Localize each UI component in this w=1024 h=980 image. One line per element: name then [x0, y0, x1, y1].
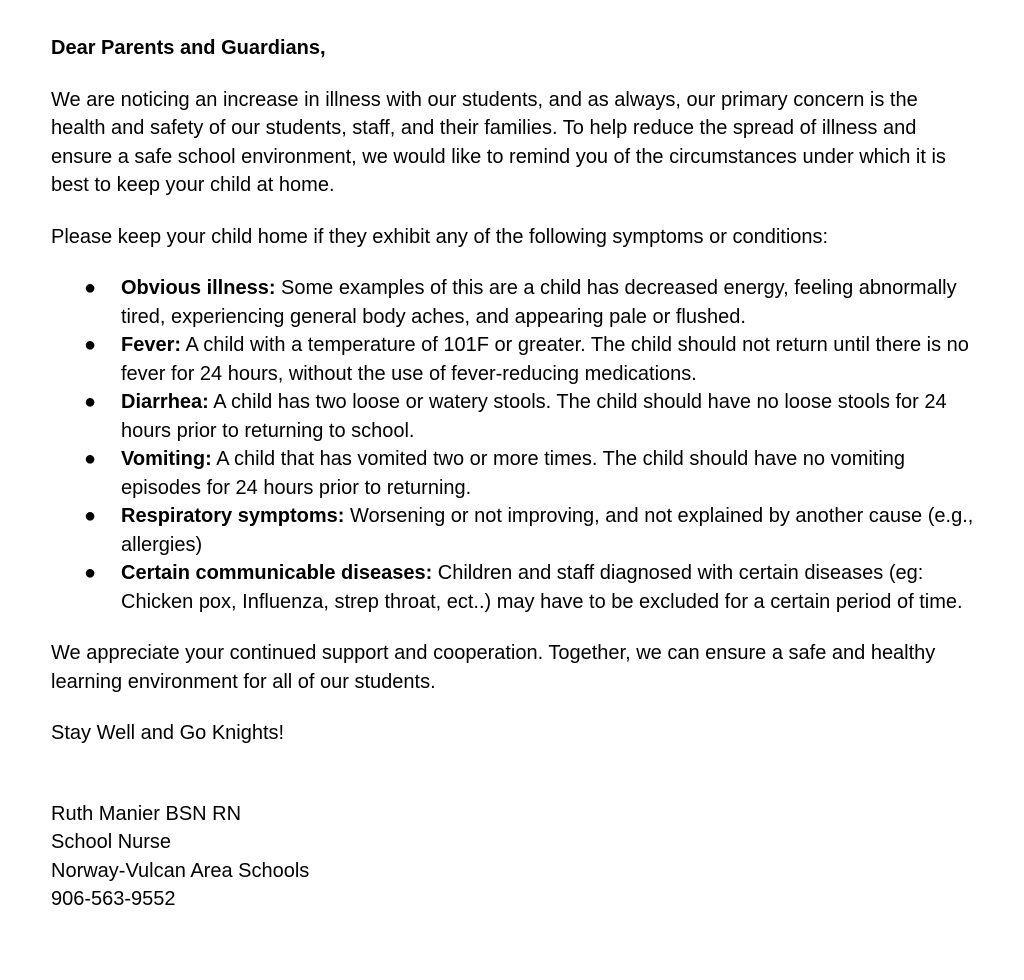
list-item [51, 559, 974, 616]
signature-organization: Norway-Vulcan Area Schools [51, 859, 310, 882]
symptom-description: A child that has vomited two or more times. The child should have no vomiting episodes for 24 hours prior to returning. [121, 448, 906, 499]
letter-greeting: Dear Parents and Guardians, [51, 37, 326, 59]
symptom-term: Respiratory symptoms: [121, 505, 345, 527]
bullet-icon: ● [84, 334, 97, 356]
list-item [51, 445, 974, 502]
symptom-description: Some examples of this are a child has decreased energy, feeling abnormally tired, experiencing general body aches, and appearing pale or flushed. [121, 277, 957, 328]
signature-block [51, 800, 974, 914]
symptom-description: A child has two loose or watery stools. The child should have no loose stools for 24 hours prior to returning to school. [121, 391, 947, 442]
symptom-term: Certain communicable diseases: [121, 562, 433, 584]
symptoms-lead-paragraph: Please keep your child home if they exhibit any of the following symptoms or conditions: [51, 225, 829, 248]
bullet-icon: ● [84, 505, 97, 527]
bullet-icon: ● [84, 448, 97, 470]
symptom-term: Vomiting: [121, 448, 212, 470]
signature-phone: 906-563-9552 [51, 888, 176, 910]
symptom-description: Worsening or not improving, and not explained by another cause (e.g., allergies) [121, 505, 974, 556]
closing-paragraph: We appreciate your continued support and cooperation. Together, we can ensure a safe and healthy learning environment for all of our students. [51, 642, 936, 693]
symptom-term: Fever: [121, 334, 182, 356]
symptom-term: Diarrhea: [121, 391, 209, 413]
bullet-icon: ● [84, 562, 97, 584]
bullet-icon: ● [84, 277, 97, 299]
symptom-description: A child with a temperature of 101F or greater. The child should not return until there is no fever for 24 hours, without the use of fever-reducing medications. [121, 334, 969, 385]
symptoms-list [51, 274, 974, 616]
list-item [51, 331, 974, 388]
list-item [51, 388, 974, 445]
intro-paragraph: We are noticing an increase in illness with our students, and as always, our primary concern is the health and safety of our students, staff, and their families. To help reduce the spread of illness and ensure a safe school environment, we would like to remind you of the circumstances under which it is best to keep your child at home. [51, 88, 946, 196]
signoff-line: Stay Well and Go Knights! [51, 722, 285, 744]
symptom-term: Obvious illness: [121, 277, 276, 299]
signature-title: School Nurse [51, 831, 172, 853]
symptom-description: Children and staff diagnosed with certain diseases (eg: Chicken pox, Influenza, strep throat, ect..) may have to be excluded for a certain period of time. [121, 562, 963, 613]
signature-name: Ruth Manier BSN RN [51, 802, 242, 825]
list-item [51, 502, 974, 559]
list-item [51, 274, 974, 331]
bullet-icon: ● [84, 391, 97, 413]
